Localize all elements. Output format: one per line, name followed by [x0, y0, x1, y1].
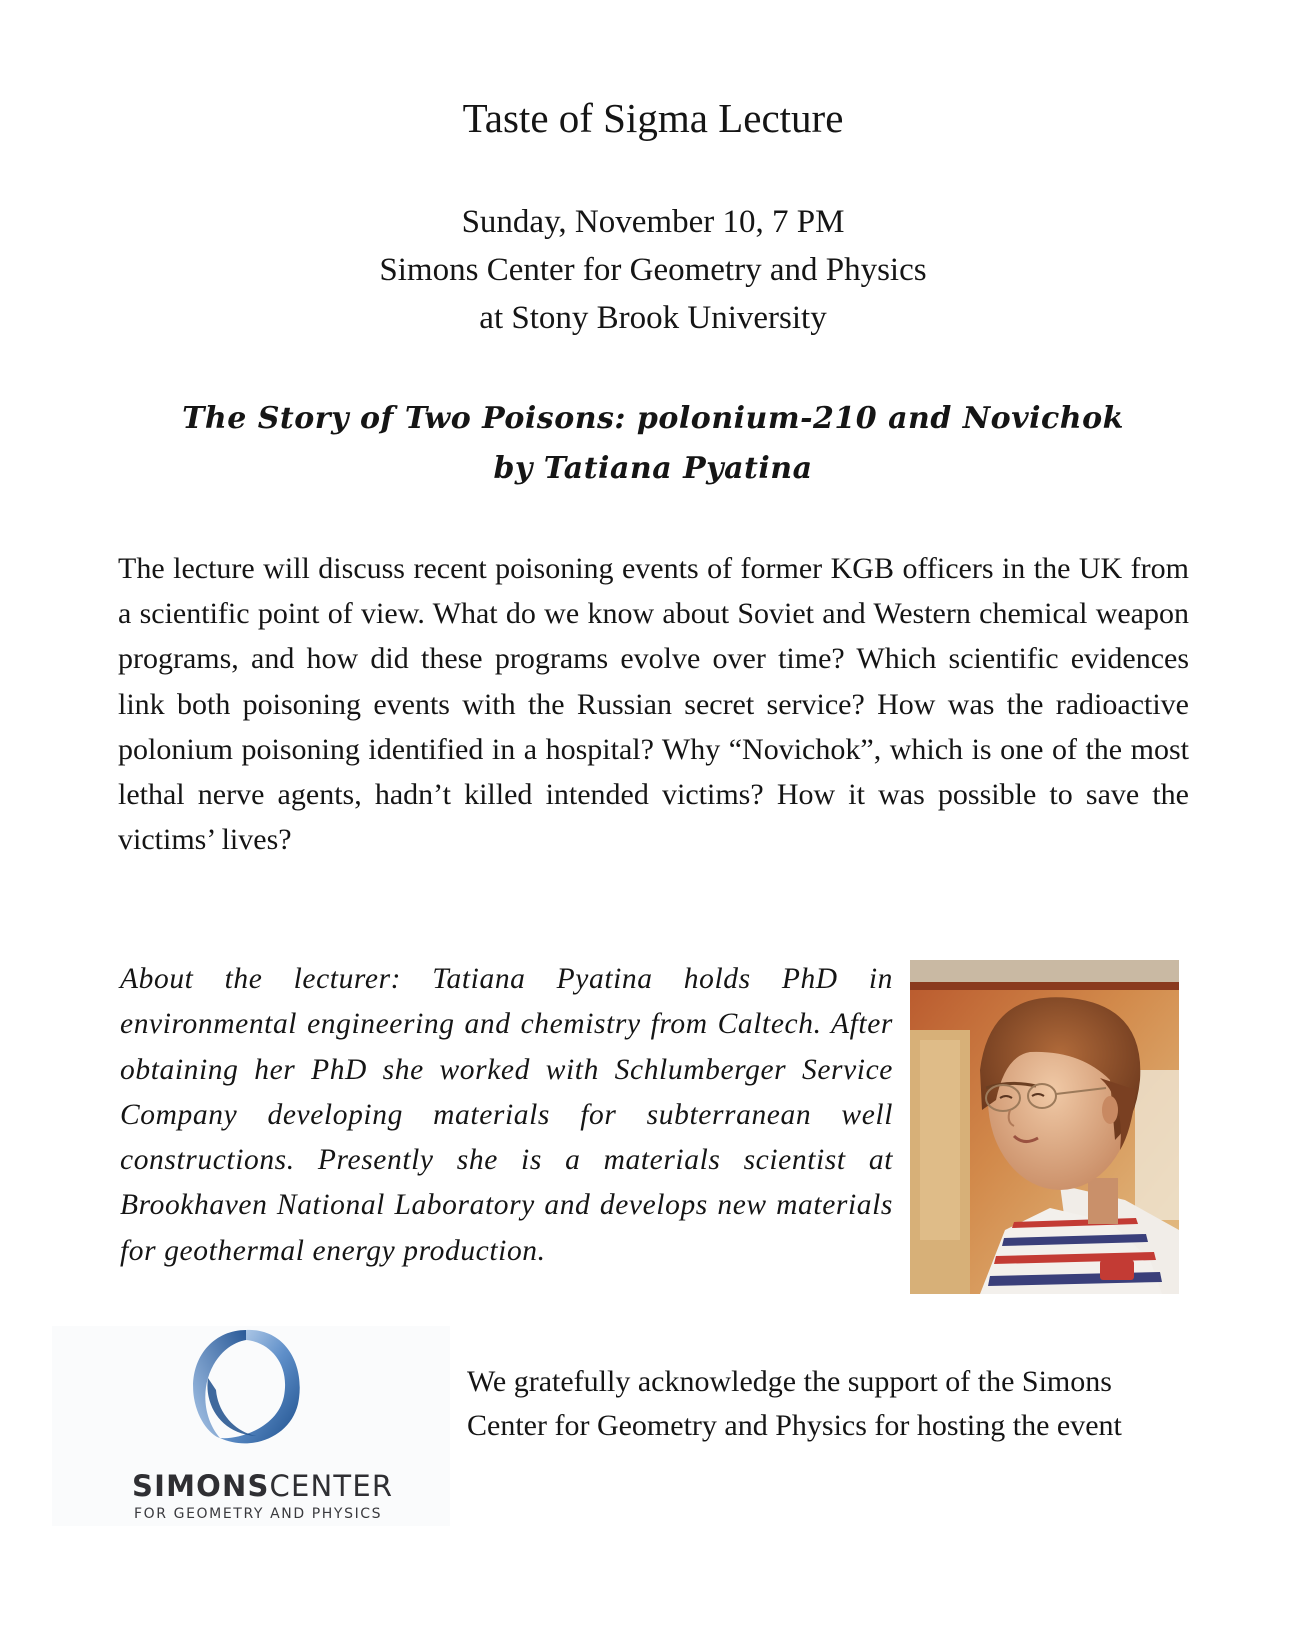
event-venue: Simons Center for Geometry and Physics [379, 252, 927, 288]
lecturer-bio: About the lecturer: Tatiana Pyatina holds PhD in environmental engineering and chemistry from Caltech. After obtaining her PhD she worked with Schlumberger Service Company developing materials for subterranean well constructions. Presently she is a materials scientist at Brookhaven National Laboratory and develops new materials for geothermal energy production. [120, 963, 893, 1267]
simons-center-wordmark [132, 1470, 393, 1502]
talk-title: The Story of Two Poisons: polonium-210 and Novichok [182, 401, 1124, 436]
talk-heading [0, 394, 1306, 494]
simons-center-logo [52, 1326, 450, 1526]
logo-word-simons: SIMONS [132, 1469, 270, 1503]
logo-word-center: CENTER [269, 1469, 394, 1503]
event-venue-university: at Stony Brook University [479, 300, 827, 336]
event-info [0, 198, 1306, 342]
talk-speaker: by Tatiana Pyatina [493, 451, 813, 486]
simons-logo-ring-icon [186, 1326, 304, 1452]
speaker-portrait-photo [910, 960, 1179, 1294]
logo-subtitle: FOR GEOMETRY AND PHYSICS [134, 1506, 383, 1522]
lecture-abstract: The lecture will discuss recent poisoning events of former KGB officers in the UK from a scientific point of view. What do we know about Soviet and Western chemical weapon programs, and how did these programs evolve over time? Which scientific evidences link both poisoning events with the Russian secret service? How was the radioactive polonium poisoning identified in a hospital? Why “Novichok”, which is one of the most lethal nerve agents, hadn’t killed intended victims? How it was possible to save the victims’ lives? [118, 552, 1189, 857]
acknowledgement: We gratefully acknowledge the support of the Simons Center for Geometry and Physics for hosting the event [467, 1365, 1122, 1442]
event-date-time: Sunday, November 10, 7 PM [461, 204, 845, 240]
page-title: Taste of Sigma Lecture [462, 95, 844, 141]
